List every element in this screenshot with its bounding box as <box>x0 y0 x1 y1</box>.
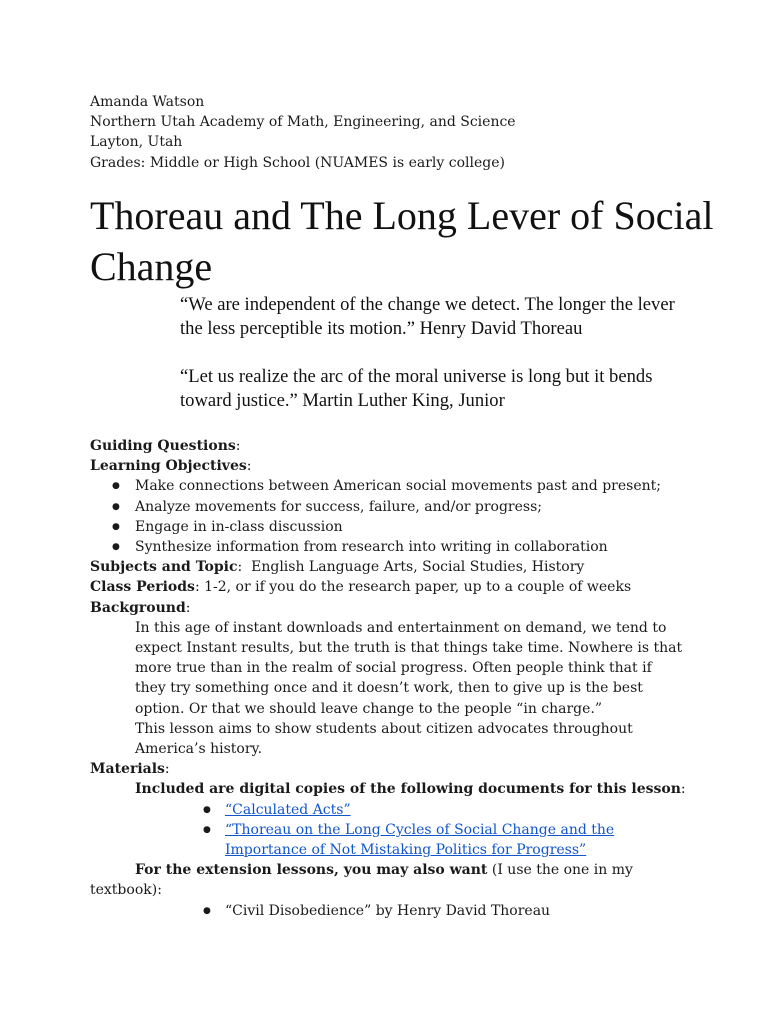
materials-intro: Included are digital copies of the following documents for this lesson <box>135 781 681 798</box>
materials-label: Materials <box>90 761 165 778</box>
extension-row <box>90 860 690 900</box>
list-item <box>203 901 685 921</box>
learning-objectives-row: Learning Objectives: <box>90 458 252 475</box>
documents-list <box>203 800 685 861</box>
list-item <box>203 820 685 860</box>
materials-intro-row: Included are digital copies of the following documents for this lesson: <box>135 781 686 798</box>
background-paragraph: This lesson aims to show students about citizen advocates throughout America’s history. <box>135 720 633 758</box>
list-item: ● Synthesize information from research into writing in collaboration <box>90 537 690 557</box>
learning-objectives-label: Learning Objectives <box>90 458 247 475</box>
document-title: Thoreau and The Long Lever of Social Change <box>90 193 714 289</box>
list-item: ● Analyze movements for success, failure, and/or progress; <box>90 497 690 517</box>
thoreau-long-cycles-link[interactable]: “Thoreau on the Long Cycles of Social Change and the Importance of Not Mistaking Politics for Progress” <box>225 821 615 859</box>
extension-label: For the extension lessons, you may also want <box>135 862 488 879</box>
class-periods-value: 1-2, or if you do the research paper, up to a couple of weeks <box>199 579 632 596</box>
extension-list <box>203 901 685 921</box>
class-periods-label: Class Periods <box>90 579 195 596</box>
bullet-icon: ● <box>203 804 211 815</box>
list-item: ● Engage in in-class discussion <box>90 517 690 537</box>
quote-king: “Let us realize the arc of the moral universe is long but it bends toward justice.” Martin Luther King, Junior <box>180 366 653 411</box>
extension-item: “Civil Disobedience” by Henry David Thoreau <box>225 902 551 919</box>
guiding-questions-label: Guiding Questions <box>90 438 236 454</box>
quote-thoreau: “We are independent of the change we detect. The longer the lever the less perceptible its motion.” Henry David Thoreau <box>180 294 675 339</box>
school-name: Northern Utah Academy of Math, Engineering, and Science <box>90 114 516 131</box>
extension-note: (I use the one in my textbook): <box>90 862 633 899</box>
author-name: Amanda Watson <box>90 94 205 110</box>
objectives-list <box>90 476 690 557</box>
bullet-icon: ● <box>203 824 211 835</box>
calculated-acts-link[interactable]: “Calculated Acts” <box>225 801 351 818</box>
subjects-row: Subjects and Topic: English Language Arts, Social Studies, History <box>90 559 585 576</box>
list-item <box>203 800 685 820</box>
location: Layton, Utah <box>90 134 183 151</box>
bullet-icon: ● <box>203 905 211 916</box>
grades: Grades: Middle or High School (NUAMES is early college) <box>90 154 505 171</box>
list-item: ● Make connections between American social movements past and present; <box>90 476 690 496</box>
background-paragraph: In this age of instant downloads and entertainment on demand, we tend to expect Instant results, but the truth is that things take time. Nowhere is that more true than in the realm of social progress. Often people think that if they try something once and it doesn’t work, then to give up is the best option. Or that we should leave change to the people “in charge.” <box>135 619 683 717</box>
background-text <box>135 618 685 759</box>
header-block <box>90 92 516 173</box>
background-label: Background <box>90 599 186 616</box>
lesson-body <box>90 436 690 921</box>
epigraph-quotes <box>180 293 700 437</box>
subjects-label: Subjects and Topic <box>90 559 238 576</box>
background-row: Background: <box>90 599 191 616</box>
subjects-value: English Language Arts, Social Studies, History <box>242 559 585 576</box>
class-periods-row: Class Periods: 1-2, or if you do the research paper, up to a couple of weeks <box>90 579 632 596</box>
guiding-questions-row: Guiding Questions: <box>90 438 241 454</box>
materials-row: Materials: <box>90 761 170 778</box>
